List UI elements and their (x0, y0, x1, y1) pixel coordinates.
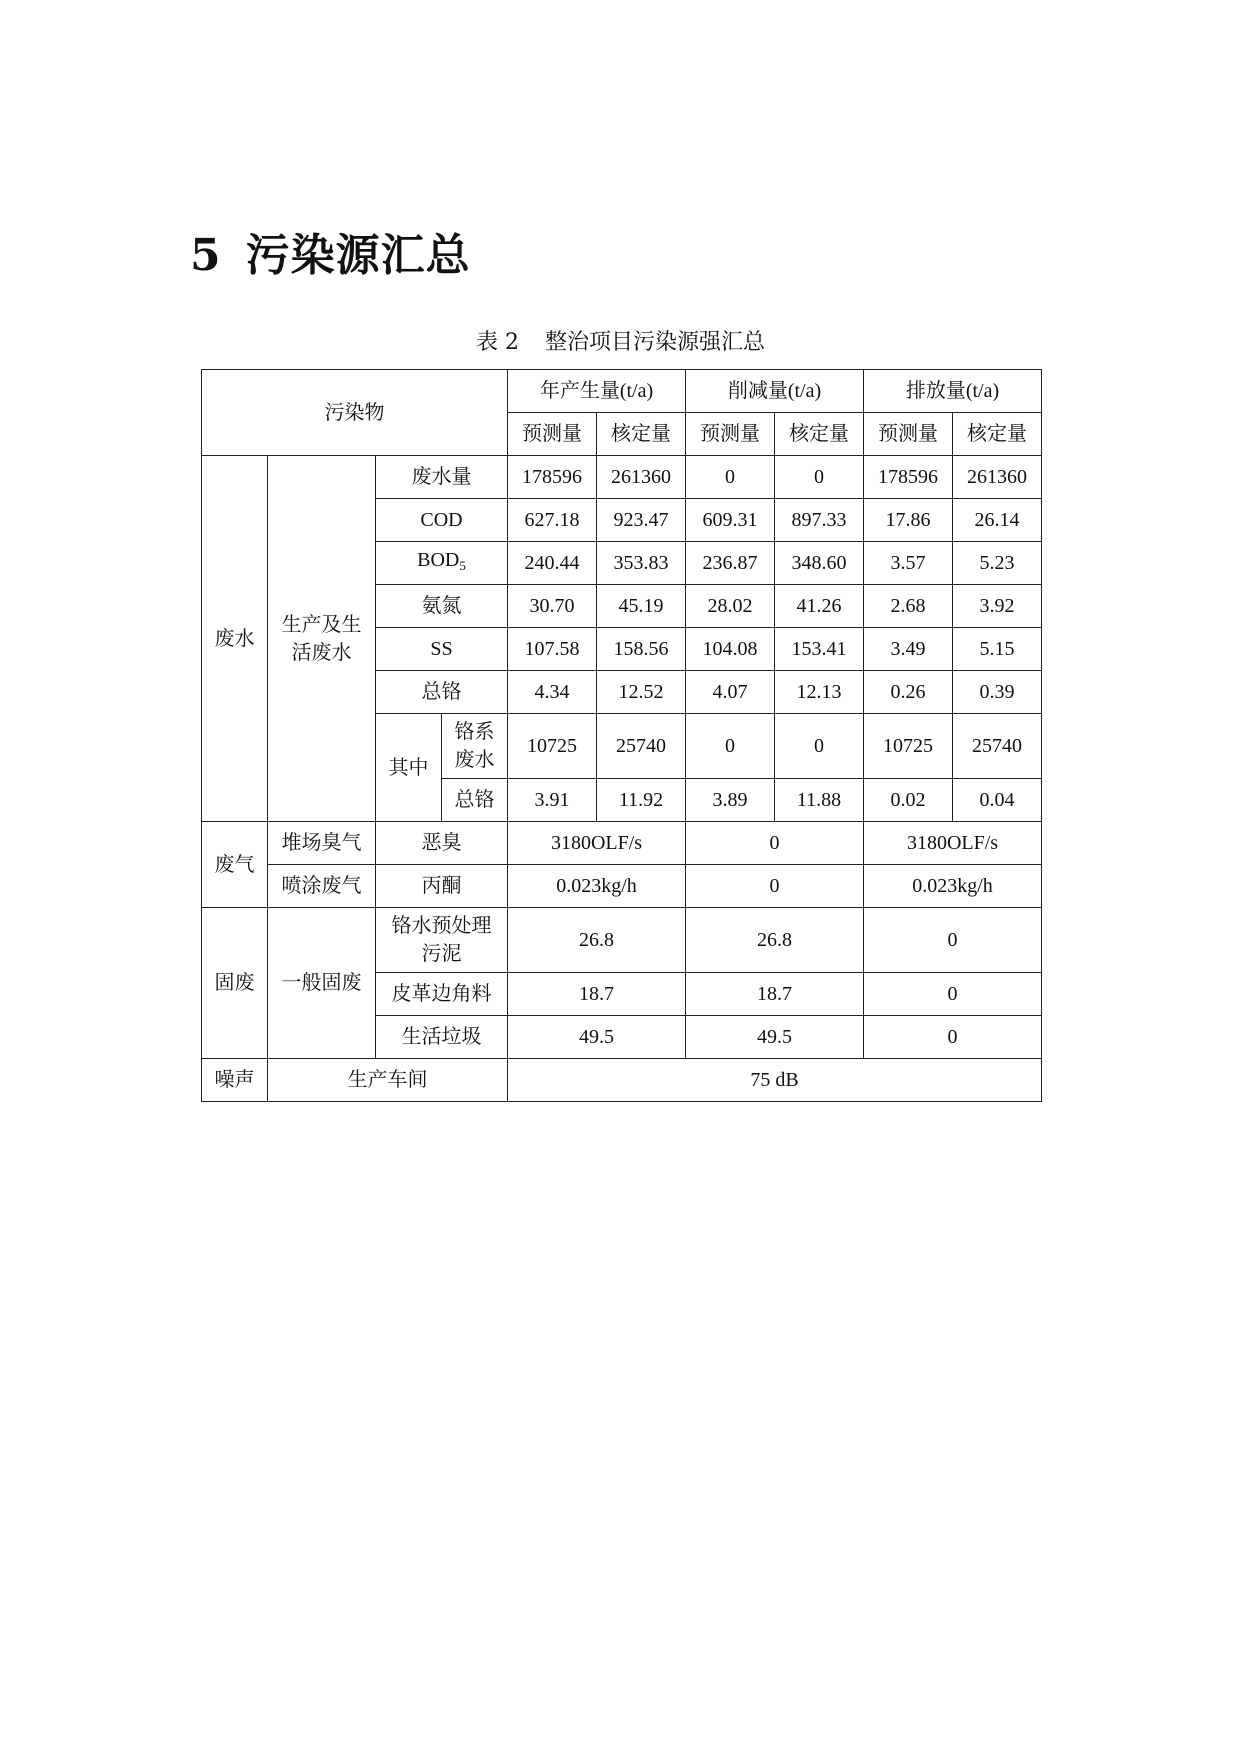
table-cell: 10725 (508, 714, 597, 779)
pollutant-name: 恶臭 (376, 822, 508, 865)
table-cell: 348.60 (775, 542, 864, 585)
source-label: 生产及生活废水 (281, 613, 362, 664)
table-cell: 18.7 (686, 973, 864, 1016)
header-row-groups (202, 370, 1042, 413)
table-cell: 0.04 (953, 779, 1042, 822)
category-exhaust: 废气 (202, 822, 268, 908)
pollutant-name: 氨氮 (376, 585, 508, 628)
table-cell: 26.14 (953, 499, 1042, 542)
table-cell: 261360 (953, 456, 1042, 499)
table-row (202, 456, 1042, 499)
table-cell: 18.7 (508, 973, 686, 1016)
table-row (202, 1059, 1042, 1102)
source-production-domestic (268, 456, 376, 822)
source-name: 喷涂废气 (268, 865, 376, 908)
table-cell: 12.52 (597, 671, 686, 714)
table-cell: 5.15 (953, 628, 1042, 671)
header-subcol: 预测量 (864, 413, 953, 456)
pollutant-name: 总铬 (376, 671, 508, 714)
table-caption-label: 表 2 (475, 330, 519, 355)
table-cell: 923.47 (597, 499, 686, 542)
header-subcol: 预测量 (686, 413, 775, 456)
pollutant-bod: BOD (417, 549, 460, 571)
table-cell: 26.8 (508, 908, 686, 973)
table-cell: 0 (686, 714, 775, 779)
table-cell: 236.87 (686, 542, 775, 585)
table-cell: 25740 (953, 714, 1042, 779)
pollutant-name: 皮革边角料 (376, 973, 508, 1016)
table-cell: 0.39 (953, 671, 1042, 714)
pollutant-name (442, 714, 508, 779)
pollutant-name: 废水量 (376, 456, 508, 499)
source-name: 一般固废 (268, 908, 376, 1059)
section-heading (190, 228, 471, 284)
table-cell: 11.88 (775, 779, 864, 822)
header-group-reduced: 削减量(t/a) (686, 370, 864, 413)
noise-value: 75 dB (508, 1059, 1042, 1102)
table-cell: 3180OLF/s (508, 822, 686, 865)
table-cell: 178596 (508, 456, 597, 499)
table-cell: 0.023kg/h (508, 865, 686, 908)
table-cell: 104.08 (686, 628, 775, 671)
table-cell: 353.83 (597, 542, 686, 585)
pollutant-name: COD (376, 499, 508, 542)
table-cell: 107.58 (508, 628, 597, 671)
table-cell: 26.8 (686, 908, 864, 973)
table-cell: 3.49 (864, 628, 953, 671)
of-which-label: 其中 (376, 714, 442, 822)
category-solid-waste: 固废 (202, 908, 268, 1059)
header-pollutant: 污染物 (202, 370, 508, 456)
table-cell: 3.89 (686, 779, 775, 822)
table-cell: 627.18 (508, 499, 597, 542)
header-group-emitted: 排放量(t/a) (864, 370, 1042, 413)
pollutant-name: SS (376, 628, 508, 671)
table-cell: 0.023kg/h (864, 865, 1042, 908)
table-cell: 3.92 (953, 585, 1042, 628)
table-cell: 28.02 (686, 585, 775, 628)
table-cell: 3180OLF/s (864, 822, 1042, 865)
table-cell: 0 (686, 822, 864, 865)
pollutant-name: 丙酮 (376, 865, 508, 908)
table-cell: 0 (864, 973, 1042, 1016)
table-cell: 4.07 (686, 671, 775, 714)
table-row (202, 908, 1042, 973)
table-cell: 5.23 (953, 542, 1042, 585)
source-name: 生产车间 (268, 1059, 508, 1102)
sludge-label: 铬水预处理污泥 (391, 915, 492, 965)
table-cell: 45.19 (597, 585, 686, 628)
table-caption-title: 整治项目污染源强汇总 (544, 330, 765, 355)
table-cell: 609.31 (686, 499, 775, 542)
pollutant-name: 生活垃圾 (376, 1016, 508, 1059)
table-cell: 0.26 (864, 671, 953, 714)
header-group-generated: 年产生量(t/a) (508, 370, 686, 413)
table-cell: 0 (686, 865, 864, 908)
table-cell: 897.33 (775, 499, 864, 542)
category-noise: 噪声 (202, 1059, 268, 1102)
table-cell: 0 (864, 908, 1042, 973)
table-row (202, 822, 1042, 865)
table-cell: 10725 (864, 714, 953, 779)
table-cell: 3.57 (864, 542, 953, 585)
header-subcol: 核定量 (597, 413, 686, 456)
table-cell: 49.5 (686, 1016, 864, 1059)
header-subcol: 核定量 (775, 413, 864, 456)
table-cell: 4.34 (508, 671, 597, 714)
table-cell: 2.68 (864, 585, 953, 628)
source-name: 堆场臭气 (268, 822, 376, 865)
table-caption (200, 328, 1041, 358)
table-cell: 0 (864, 1016, 1042, 1059)
pollutant-name (376, 908, 508, 973)
pollutant-name (376, 542, 508, 585)
header-subcol: 核定量 (953, 413, 1042, 456)
table-cell: 25740 (597, 714, 686, 779)
table-cell: 17.86 (864, 499, 953, 542)
table-cell: 3.91 (508, 779, 597, 822)
section-title: 污染源汇总 (245, 230, 471, 281)
chrome-wastewater-label: 铬系废水 (454, 721, 495, 771)
table-cell: 11.92 (597, 779, 686, 822)
table-cell: 49.5 (508, 1016, 686, 1059)
table-row (202, 865, 1042, 908)
table-cell: 178596 (864, 456, 953, 499)
table-cell: 0 (775, 714, 864, 779)
header-subcol: 预测量 (508, 413, 597, 456)
table-cell: 261360 (597, 456, 686, 499)
table-cell: 30.70 (508, 585, 597, 628)
pollution-summary-table (201, 369, 1042, 1102)
table-cell: 240.44 (508, 542, 597, 585)
pollutant-name: 总铬 (442, 779, 508, 822)
section-number: 5 (190, 230, 222, 281)
table-cell: 0.02 (864, 779, 953, 822)
table-cell: 158.56 (597, 628, 686, 671)
table-cell: 0 (775, 456, 864, 499)
table-cell: 0 (686, 456, 775, 499)
subscript: 5 (459, 558, 466, 573)
category-wastewater: 废水 (202, 456, 268, 822)
table-cell: 12.13 (775, 671, 864, 714)
table-cell: 41.26 (775, 585, 864, 628)
table-cell: 153.41 (775, 628, 864, 671)
